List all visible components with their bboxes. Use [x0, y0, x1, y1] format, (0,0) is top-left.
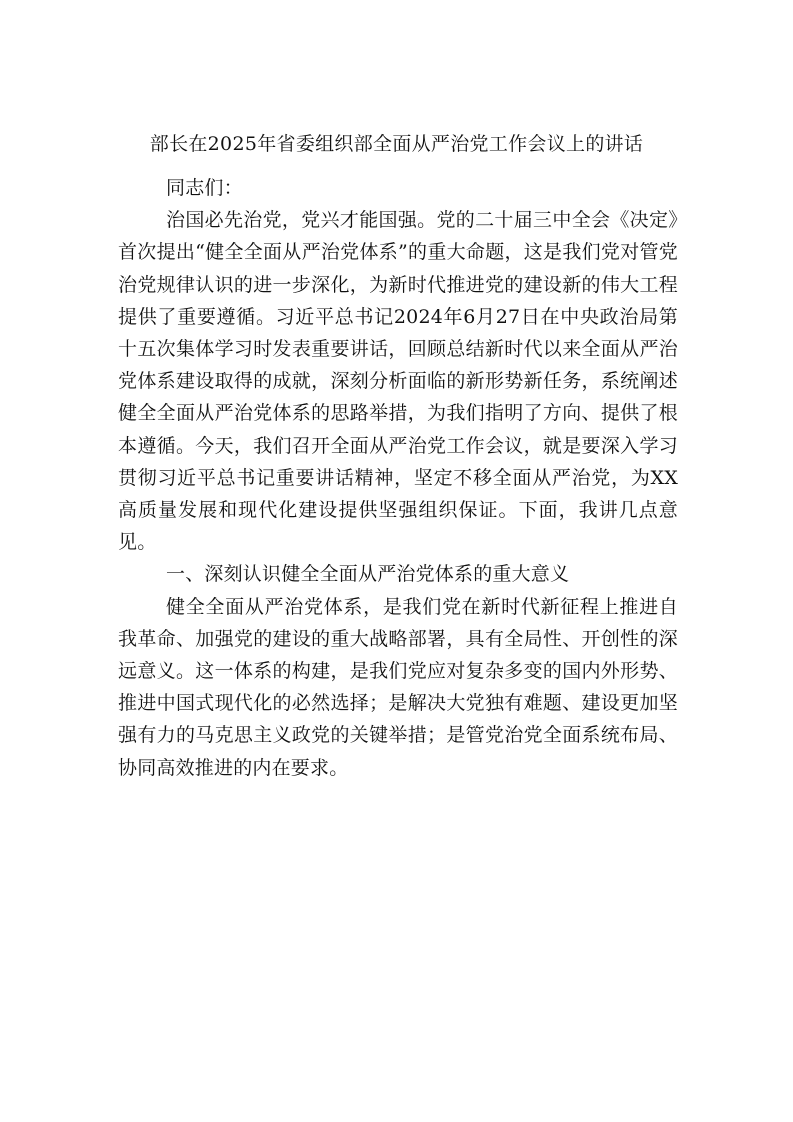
body-paragraph-intro: 治国必先治党，党兴才能国强。党的二十届三中全会《决定》首次提出“健全全面从严治党体系”的重大命题，这是我们党对管党治党规律认识的进一步深化，为新时代推进党的建设新的伟大工程提供了重要遵循。习近平总书记2024年6月27日在中央政治局第十五次集体学习时发表重要讲话，回顾总结新时代以来全面从严治党体系建设取得的成就，深刻分析面临的新形势新任务，系统阐述健全全面从严治党体系的思路举措，为我们指明了方向、提供了根本遵循。今天，我们召开全面从严治党工作会议，就是要深入学习贯彻习近平总书记重要讲话精神，坚定不移全面从严治党，为XX高质量发展和现代化建设提供坚强组织保证。下面，我讲几点意见。 [118, 209, 678, 554]
section-paragraph-1: 健全全面从严治党体系，是我们党在新时代新征程上推进自我革命、加强党的建设的重大战略部署，具有全局性、开创性的深远意义。这一体系的构建，是我们党应对复杂多变的国内外形势、推进中国式现代化的必然选择；是解决大党独有难题、建设更加坚强有力的马克思主义政党的关键举措；是管党治党全面系统布局、协同高效推进的内在要求。 [118, 595, 678, 779]
document-body [118, 172, 678, 784]
salutation: 同志们： [166, 177, 243, 199]
section-heading-1: 一、深刻认识健全全面从严治党体系的重大意义 [166, 563, 570, 586]
document-title: 部长在2025年省委组织部全面从严治党工作会议上的讲话 [149, 133, 644, 155]
